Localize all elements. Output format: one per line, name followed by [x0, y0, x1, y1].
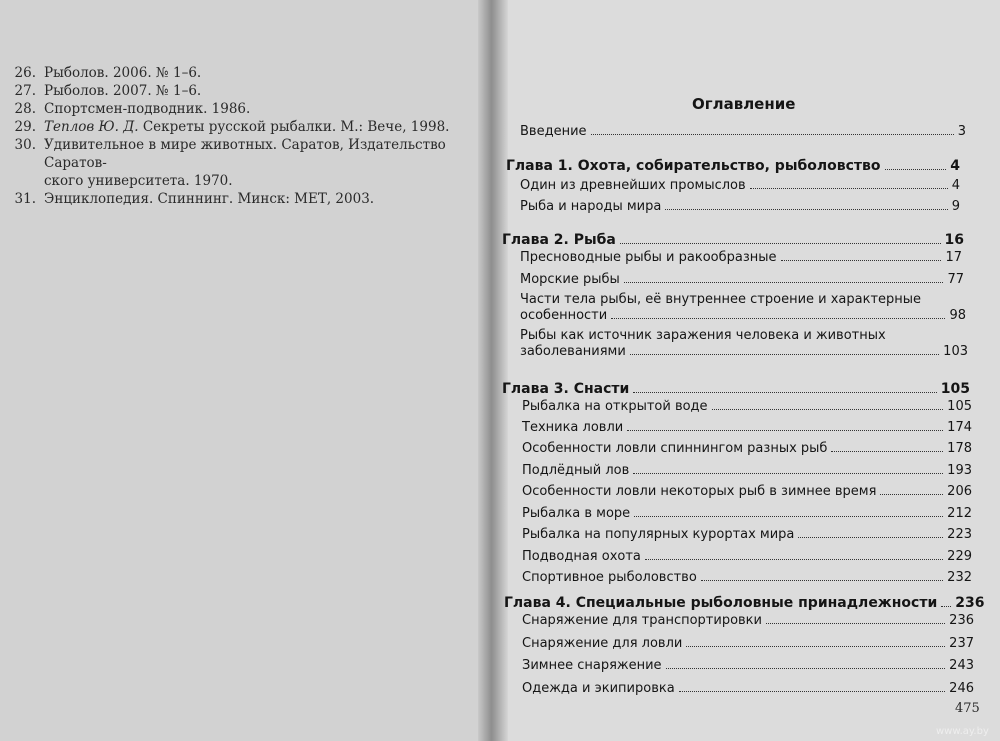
reference-author: Теплов Ю. Д.: [44, 119, 139, 135]
leader-dots: [701, 580, 943, 581]
toc-entry[interactable]: Рыбалка на открытой воде 105: [522, 399, 972, 414]
toc-entry[interactable]: Снаряжение для ловли 237: [522, 636, 974, 651]
reference-list: [6, 64, 476, 208]
toc-entry[interactable]: Подводная охота 229: [522, 549, 972, 564]
toc-entry[interactable]: особенности 98: [520, 308, 966, 323]
leader-dots: [666, 668, 946, 669]
book-gutter: [478, 0, 508, 741]
toc-entry[interactable]: Рыба и народы мира 9: [520, 199, 960, 214]
reference-item: 31. Энциклопедия. Спиннинг. Минск: МЕТ, 2003.: [14, 191, 375, 207]
reference-item: 30. Удивительное в мире животных. Саратов, Издательство Саратов-: [14, 137, 446, 171]
reference-continuation: ского университета. 1970.: [44, 173, 233, 189]
reference-item: 28. Спортсмен-подводник. 1986.: [14, 101, 251, 117]
toc-entry[interactable]: Снаряжение для транспортировки 236: [522, 613, 974, 628]
leader-dots: [634, 516, 943, 517]
toc-entry[interactable]: Зимнее снаряжение 243: [522, 658, 974, 673]
toc-entry[interactable]: Одежда и экипировка 246: [522, 681, 974, 696]
page-number: 475: [955, 701, 980, 716]
toc-entry[interactable]: Особенности ловли спиннингом разных рыб 178: [522, 441, 972, 456]
leader-dots: [630, 354, 939, 355]
leader-dots: [665, 209, 947, 210]
reference-item: 29. Теплов Ю. Д. Секреты русской рыбалки. М.: Вече, 1998.: [14, 119, 450, 135]
leader-dots: [880, 494, 943, 495]
leader-dots: [611, 318, 945, 319]
leader-dots: [679, 691, 946, 692]
toc-entry-line1[interactable]: Рыбы как источник заражения человека и животных: [520, 328, 886, 343]
toc-entry[interactable]: Рыбалка в море 212: [522, 506, 972, 521]
leader-dots: [885, 169, 947, 170]
toc-title: Оглавление: [692, 95, 796, 113]
leader-dots: [633, 473, 943, 474]
toc-entry-intro[interactable]: Введение 3: [520, 124, 966, 139]
toc-entry[interactable]: Один из древнейших промыслов 4: [520, 178, 960, 193]
leader-dots: [712, 409, 944, 410]
leader-dots: [633, 392, 936, 393]
toc-entry[interactable]: Рыбалка на популярных курортах мира 223: [522, 527, 972, 542]
leader-dots: [645, 559, 943, 560]
leader-dots: [627, 430, 943, 431]
leader-dots: [831, 451, 943, 452]
toc-entry[interactable]: Спортивное рыболовство 232: [522, 570, 972, 585]
leader-dots: [686, 646, 945, 647]
leader-dots: [798, 537, 943, 538]
toc-chapter-1[interactable]: Глава 1. Охота, собирательство, рыболовство 4: [506, 158, 960, 174]
toc-chapter-4[interactable]: Глава 4. Специальные рыболовные принадлежности 236: [504, 595, 985, 611]
toc-entry[interactable]: Морские рыбы 77: [520, 272, 964, 287]
leader-dots: [941, 606, 951, 607]
toc-entry-line1[interactable]: Части тела рыбы, её внутреннее строение и характерные: [520, 292, 922, 307]
toc-chapter-2[interactable]: Глава 2. Рыба 16: [502, 232, 964, 248]
reference-item: 27. Рыболов. 2007. № 1–6.: [14, 83, 202, 99]
reference-item: 26. Рыболов. 2006. № 1–6.: [14, 65, 202, 81]
leader-dots: [620, 243, 941, 244]
watermark: www.ay.by: [936, 726, 989, 737]
leader-dots: [624, 282, 944, 283]
leader-dots: [591, 134, 954, 135]
toc-entry[interactable]: Пресноводные рыбы и ракообразные 17: [520, 250, 962, 265]
toc-entry[interactable]: заболеваниями 103: [520, 344, 968, 359]
toc-entry[interactable]: Подлёдный лов 193: [522, 463, 972, 478]
leader-dots: [781, 260, 942, 261]
leader-dots: [766, 623, 945, 624]
toc-chapter-3[interactable]: Глава 3. Снасти 105: [502, 381, 970, 397]
toc-entry[interactable]: Особенности ловли некоторых рыб в зимнее время 206: [522, 484, 972, 499]
leader-dots: [750, 188, 948, 189]
toc-entry[interactable]: Техника ловли 174: [522, 420, 972, 435]
